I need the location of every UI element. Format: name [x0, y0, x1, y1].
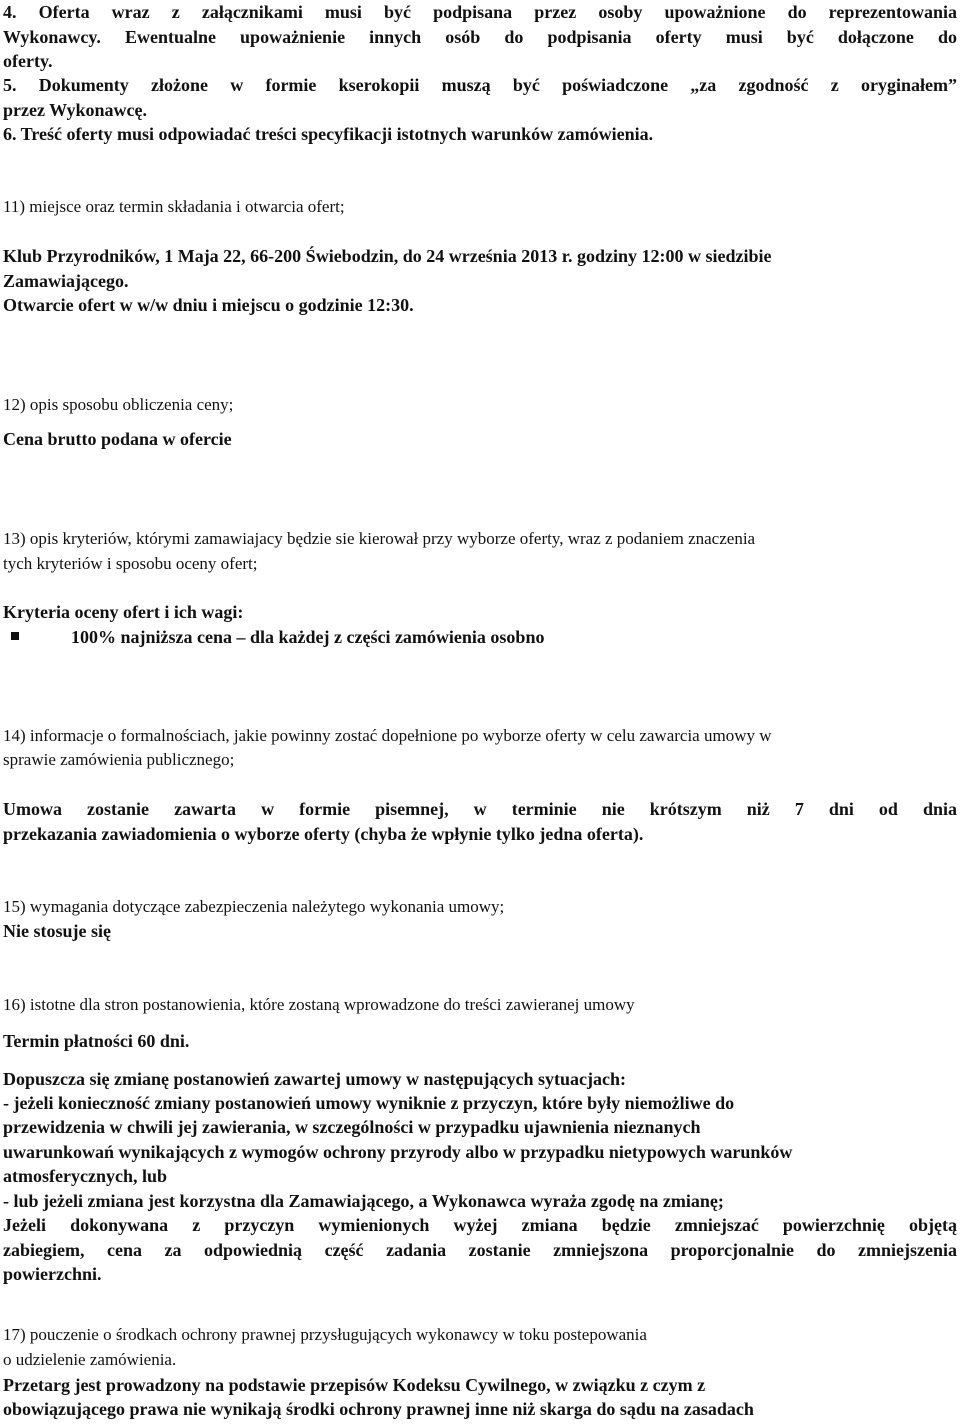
- section-11-line-1: Klub Przyrodników, 1 Maja 22, 66-200 Świebodzin, do 24 września 2013 r. godziny 12:00 w siedzibie: [3, 246, 772, 266]
- section-13-line-1: Kryteria oceny ofert i ich wagi:: [3, 602, 244, 622]
- section-16-line-8: Jeżeli dokonywana z przyczyn wymienionych wyżej zmiana będzie zmniejszać powierzchnię objętą: [3, 1215, 957, 1235]
- section-11-line-2: Zamawiającego.: [3, 271, 129, 291]
- section-17-line-2: obowiązującego prawa nie wynikają środki ochrony prawnej inne niż skarga do sądu na zasadach: [3, 1399, 754, 1419]
- section-15-line-1: Nie stosuje się: [3, 921, 111, 941]
- section-14-heading-line-2: sprawie zamówienia publicznego;: [3, 750, 235, 769]
- item-4-line-2: Wykonawcy. Ewentualne upoważnienie innych osób do podpisania oferty musi być dołączone do: [3, 27, 957, 47]
- section-13-heading-line-1: 13) opis kryteriów, którymi zamawiajacy będzie sie kierował przy wyborze oferty, wraz z podaniem znaczenia: [3, 529, 756, 548]
- section-16-line-3: - jeżeli konieczność zmiany postanowień umowy wyniknie z przyczyn, które były niemożliwe do: [3, 1093, 735, 1113]
- section-12-line-1: Cena brutto podana w ofercie: [3, 429, 232, 449]
- item-4-line-3: oferty.: [3, 51, 53, 71]
- section-14-heading-line-1: 14) informacje o formalnościach, jakie powinny zostać dopełnione po wyborze oferty w celu zawarcia umowy w: [3, 726, 772, 745]
- section-16-line-7: - lub jeżeli zmiana jest korzystna dla Zamawiającego, a Wykonawca wyraża zgodę na zmianę;: [3, 1191, 724, 1211]
- square-bullet-icon: [11, 632, 19, 640]
- section-15-heading: 15) wymagania dotyczące zabezpieczenia należytego wykonania umowy;: [3, 897, 505, 916]
- section-16-line-10: powierzchni.: [3, 1264, 102, 1284]
- section-16-heading: 16) istotne dla stron postanowienia, które zostaną wprowadzone do treści zawieranej umowy: [3, 995, 635, 1014]
- section-13-bullet-text: 100% najniższa cena – dla każdej z części zamówienia osobno: [71, 627, 545, 647]
- section-16-line-5: uwarunkowań wynikających z wymogów ochrony przyrody albo w przypadku nietypowych warunków: [3, 1142, 793, 1162]
- section-16-line-4: przewidzenia w chwili jej zawierania, w szczególności w przypadku ujawnienia nieznanych: [3, 1117, 701, 1137]
- section-16-line-9: zabiegiem, cena za odpowiednią część zadania zostanie zmniejszona proporcjonalnie do zmniejszenia: [3, 1240, 957, 1260]
- section-14-line-2: przekazania zawiadomienia o wyborze oferty (chyba że wpłynie tylko jedna oferta).: [3, 824, 644, 844]
- section-11-line-3: Otwarcie ofert w w/w dniu i miejscu o godzinie 12:30.: [3, 295, 414, 315]
- section-13-bullet-item: [11, 628, 544, 646]
- section-13-heading-line-2: tych kryteriów i sposobu oceny ofert;: [3, 554, 258, 573]
- section-14-line-1: Umowa zostanie zawarta w formie pisemnej, w terminie nie krótszym niż 7 dni od dnia: [3, 799, 957, 819]
- item-4-line-1: 4. Oferta wraz z załącznikami musi być podpisana przez osoby upoważnione do reprezentowania: [3, 2, 957, 22]
- item-6-line-1: 6. Treść oferty musi odpowiadać treści specyfikacji istotnych warunków zamówienia.: [3, 124, 654, 144]
- section-12-heading: 12) opis sposobu obliczenia ceny;: [3, 395, 234, 414]
- item-5-line-1: 5. Dokumenty złożone w formie kserokopii muszą być poświadczone „za zgodność z oryginałem”: [3, 75, 957, 95]
- section-11-heading: 11) miejsce oraz termin składania i otwarcia ofert;: [3, 197, 345, 216]
- section-17-line-1: Przetarg jest prowadzony na podstawie przepisów Kodeksu Cywilnego, w związku z czym z: [3, 1375, 706, 1395]
- section-17-heading-line-1: 17) pouczenie o środkach ochrony prawnej przysługujących wykonawcy w toku postepowania: [3, 1325, 647, 1344]
- section-16-line-6: atmosferycznych, lub: [3, 1166, 167, 1186]
- item-5-line-2: przez Wykonawcę.: [3, 100, 147, 120]
- section-16-line-2: Dopuszcza się zmianę postanowień zawartej umowy w następujących sytuacjach:: [3, 1069, 626, 1089]
- section-16-line-1: Termin płatności 60 dni.: [3, 1031, 190, 1051]
- section-17-heading-line-2: o udzielenie zamówienia.: [3, 1350, 177, 1369]
